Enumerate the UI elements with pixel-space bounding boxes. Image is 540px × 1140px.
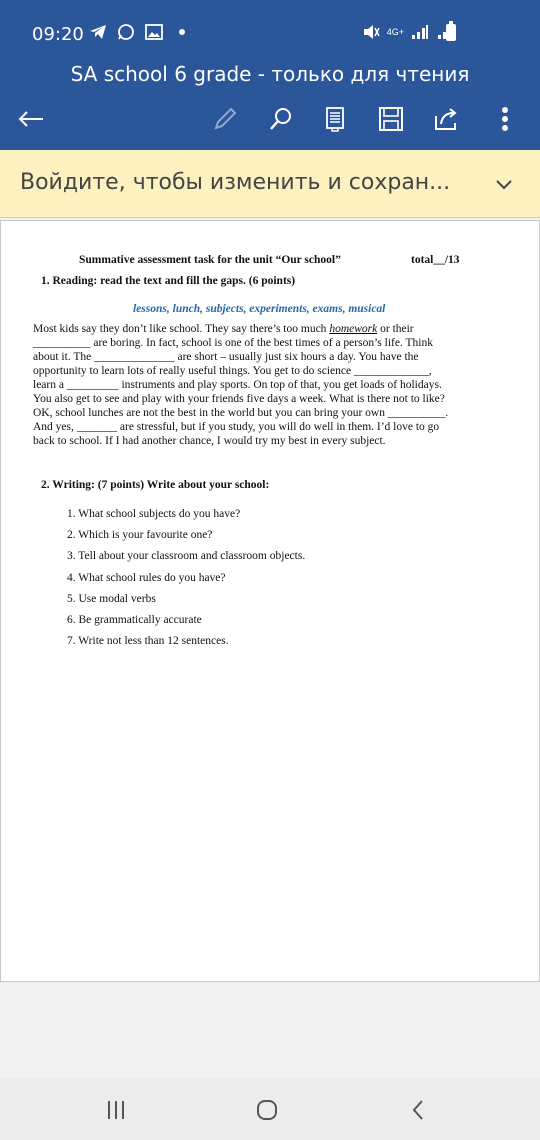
paragraph-line: OK, school lunches are not the best in the world but you can bring your own __________. [33,407,449,419]
underlined-word: homework [329,323,378,335]
paragraph-line: __________ are boring. In fact, school is one of the best times of a person’s life. Think [33,337,433,349]
reading-view-icon[interactable] [318,102,352,136]
document-title: SA school 6 grade - только для чтения [70,62,470,86]
list-item: 2. Which is your favourite one? [67,529,213,542]
share-icon[interactable] [430,102,464,136]
paragraph-text: or their [377,323,414,335]
list-item: 5. Use modal verbs [67,592,156,605]
signal-icon [410,22,430,42]
battery-icon [446,24,456,41]
edit-pencil-icon[interactable] [208,102,242,136]
reading-paragraph [33,322,493,448]
questions-list [67,508,305,656]
gallery-icon [144,22,164,42]
system-navigation-bar [0,1078,540,1140]
whatsapp-icon [116,22,136,42]
telegram-icon [88,22,108,42]
dot-icon [172,22,192,42]
network-type-label: 4G+ [386,26,404,37]
doc-header: Summative assessment task for the unit “Our school” [79,254,341,266]
status-bar [0,0,540,60]
word-options: lessons, lunch, subjects, experiments, exams, musical [133,303,386,315]
status-time: 09:20 [32,24,84,45]
sign-in-banner[interactable] [0,150,540,218]
paragraph-line [33,322,493,336]
paragraph-line: You also get to see and play with your friends five days a week. What is there not to like? [33,393,445,405]
more-vertical-icon[interactable] [488,102,522,136]
recent-apps-icon[interactable] [98,1092,134,1128]
banner-text: Войдите, чтобы изменить и сохран... [20,170,451,195]
doc-total: total__/13 [411,254,460,266]
app-bar [0,0,540,150]
list-item: 7. Write not less than 12 sentences. [67,635,229,648]
paragraph-line: learn a _________ instruments and play sports. On top of that, you get loads of holidays. [33,379,442,391]
list-item: 6. Be grammatically accurate [67,613,202,626]
back-arrow-icon[interactable] [14,102,48,136]
list-item: 3. Tell about your classroom and classroom objects. [67,550,306,563]
paragraph-line: back to school. If I had another chance, I would try my best in every subject. [33,435,386,447]
status-system-icons [361,22,456,42]
toolbar [0,96,540,144]
home-icon[interactable] [249,1092,285,1128]
back-icon[interactable] [400,1092,436,1128]
document-page[interactable] [0,220,540,982]
task1-heading: 1. Reading: read the text and fill the gaps. (6 points) [41,275,296,287]
list-item: 4. What school rules do you have? [67,571,226,584]
task2-heading: 2. Writing: (7 points) Write about your school: [41,479,270,491]
status-notification-icons [88,22,192,42]
list-item: 1. What school subjects do you have? [67,508,241,520]
chevron-down-icon[interactable] [494,174,514,194]
paragraph-line: opportunity to learn lots of really useful things. You get to do science _____________, [33,365,432,377]
search-icon[interactable] [264,102,298,136]
mute-icon [361,22,381,42]
save-icon[interactable] [374,102,408,136]
paragraph-text: Most kids say they don’t like school. They say there’s too much [33,323,330,335]
paragraph-line: about it. The ______________ are short – usually just six hours a day. You have the [33,351,419,363]
paragraph-line: And yes, _______ are stressful, but if you study, you will do well in them. I’d love to go [33,421,440,433]
